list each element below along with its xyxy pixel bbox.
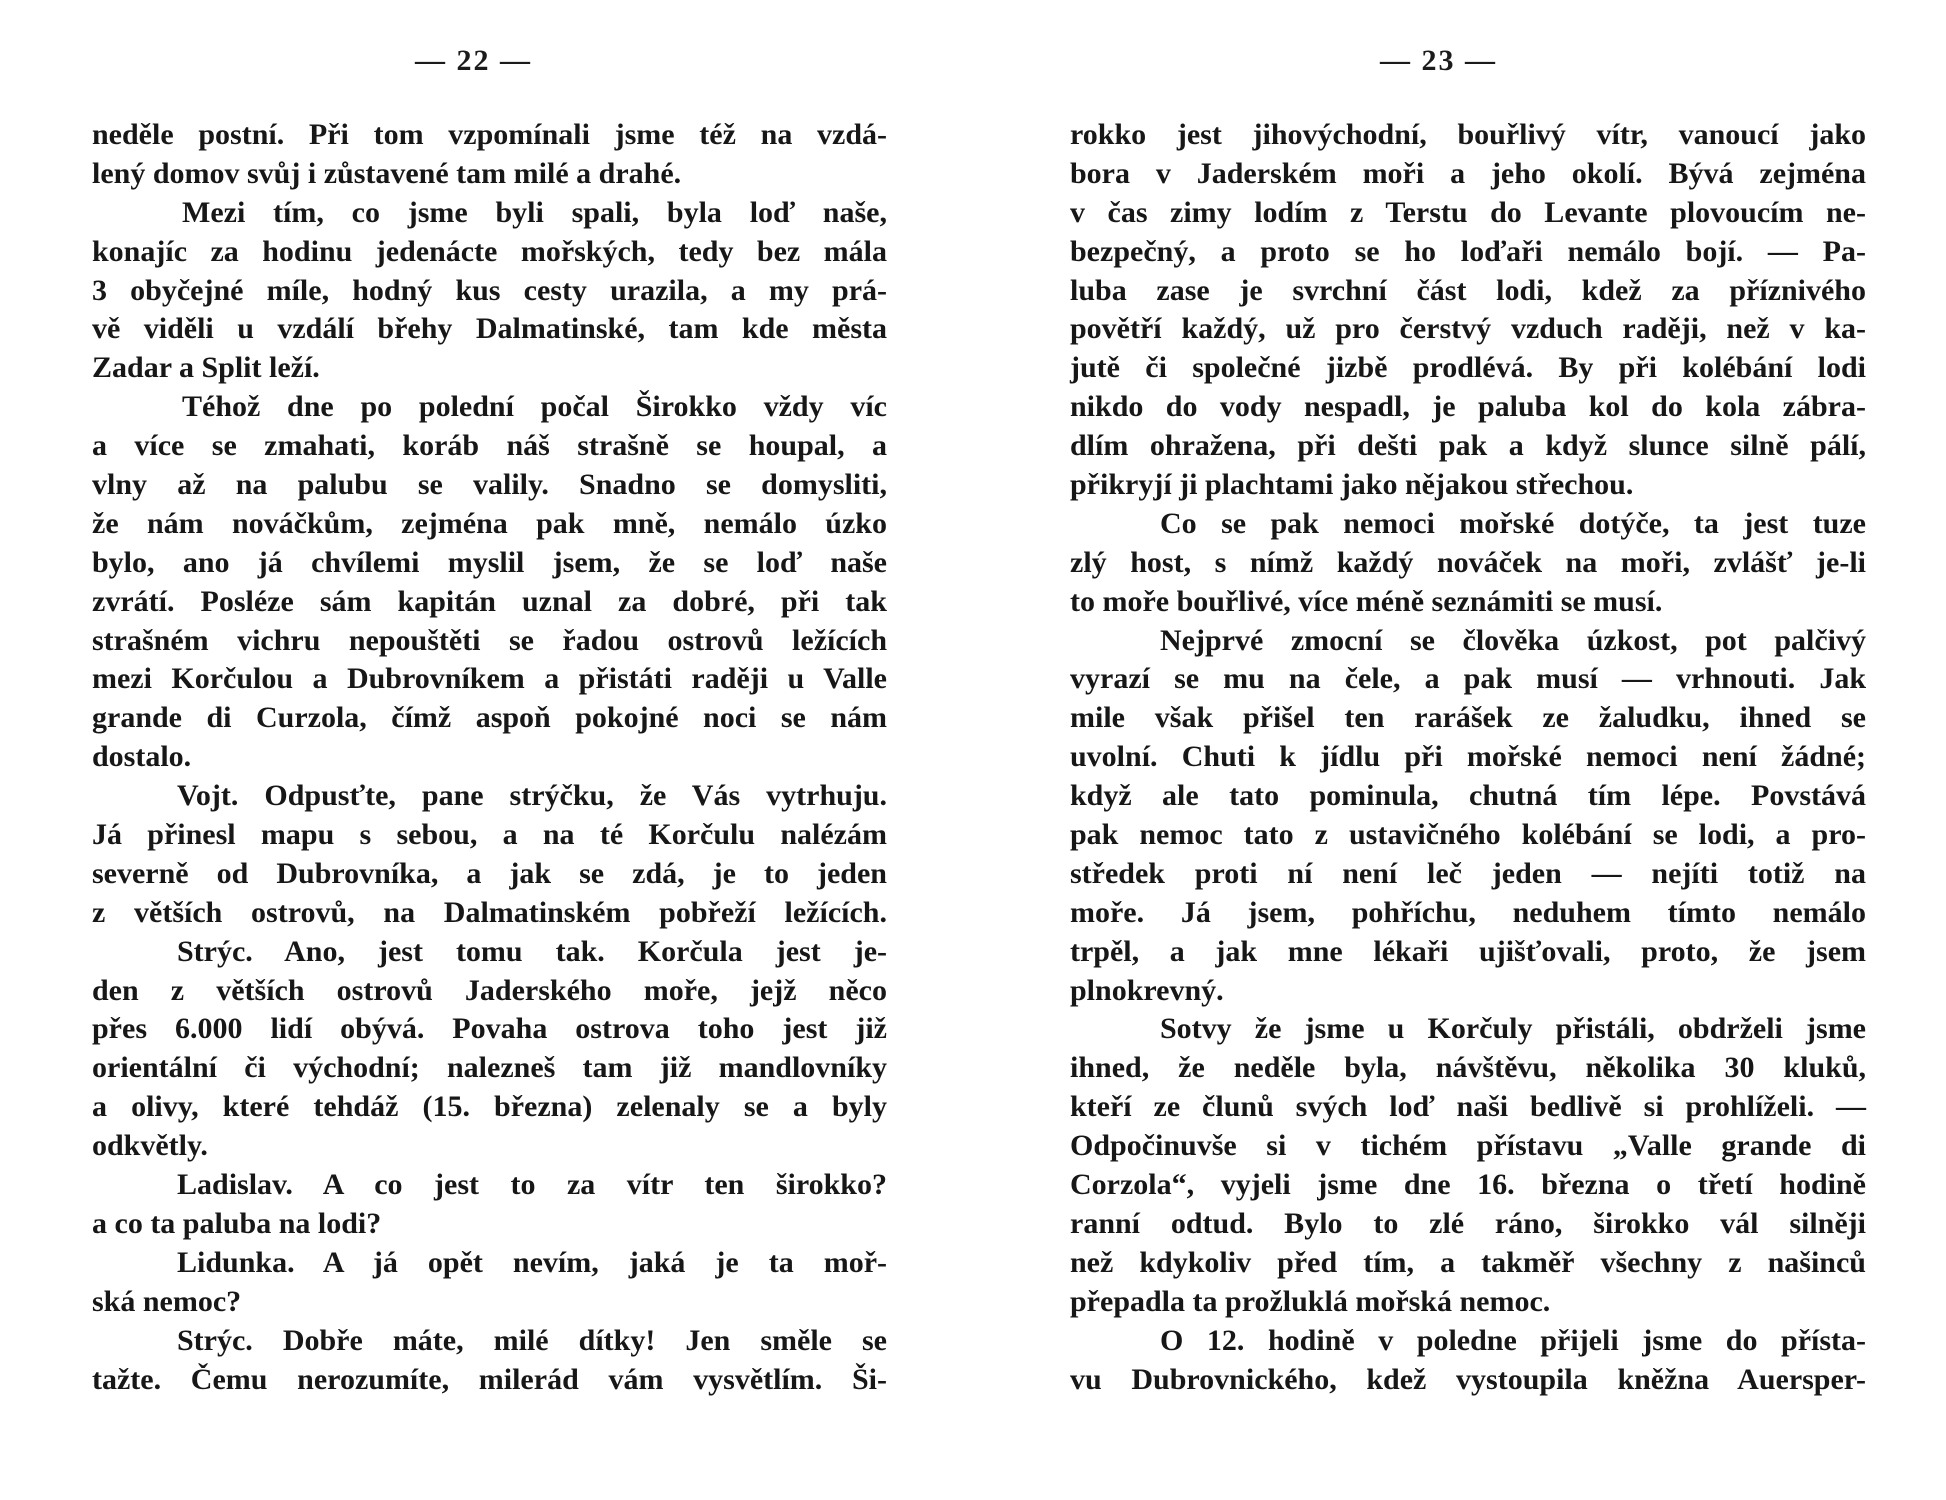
text-line: plnokrevný. bbox=[1070, 973, 1224, 1007]
text-line: Zadar a Split leží. bbox=[92, 351, 320, 385]
text-line: Sotvy že jsme u Korčuly přistáli, obdrželi jsme bbox=[1160, 1012, 1866, 1046]
text-line: 3 obyčejné míle, hodný kus cesty urazila, a my prá- bbox=[92, 273, 887, 307]
text-line: orientální či východní; nalezneš tam již mandlovníky bbox=[92, 1051, 887, 1085]
text-line: dlím ohražena, při dešti pak a když slunce silně pálí, bbox=[1070, 429, 1866, 463]
text-line: v čas zimy lodím z Terstu do Levante plovoucím ne- bbox=[1070, 195, 1866, 229]
text-line: severně od Dubrovníka, a jak se zdá, je to jeden bbox=[92, 856, 887, 890]
text-line: ranní odtud. Bylo to zlé ráno, širokko vál silněji bbox=[1070, 1206, 1866, 1240]
text-line: dostalo. bbox=[92, 740, 192, 774]
text-line: a co ta paluba na lodi? bbox=[92, 1206, 382, 1240]
text-line: Strýc. Ano, jest tomu tak. Korčula jest je- bbox=[177, 934, 887, 968]
text-line: lený domov svůj i zůstavené tam milé a drahé. bbox=[92, 156, 682, 190]
text-line: vyrazí se mu na čele, a pak musí — vrhnouti. Jak bbox=[1070, 662, 1866, 696]
text-line: přikryjí ji plachtami jako nějakou střechou. bbox=[1070, 468, 1634, 502]
text-line: trpěl, a jak mne lékaři ujišťovali, proto, že jsem bbox=[1070, 934, 1866, 968]
text-line: nikdo do vody nespadl, je paluba kol do kola zábra- bbox=[1070, 390, 1866, 424]
text-line: z větších ostrovů, na Dalmatinském pobřeží ležících. bbox=[92, 895, 887, 929]
text-line: luba zase je svrchní část lodi, kdež za příznivého bbox=[1070, 273, 1866, 307]
text-line: Nejprvé zmocní se člověka úzkost, pot palčivý bbox=[1160, 623, 1866, 657]
text-line: Co se pak nemoci mořské dotýče, ta jest tuze bbox=[1160, 506, 1866, 540]
text-line: Strýc. Dobře máte, milé dítky! Jen směle se bbox=[177, 1323, 887, 1357]
text-line: uvolní. Chuti k jídlu při mořské nemoci není žádné; bbox=[1070, 740, 1866, 774]
right-page-text bbox=[1070, 116, 1866, 1399]
text-line: bezpečný, a proto se ho loďaři nemálo bojí. — Pa- bbox=[1070, 234, 1866, 268]
text-line: zvrátí. Posléze sám kapitán uznal za dobré, při tak bbox=[92, 584, 887, 618]
text-line: konajíc za hodinu jedenácte mořských, tedy bez mála bbox=[92, 234, 887, 268]
left-page bbox=[0, 0, 960, 1500]
text-line: to moře bouřlivé, více méně seznámiti se musí. bbox=[1070, 584, 1663, 618]
text-line: ská nemoc? bbox=[92, 1284, 242, 1318]
text-line: ihned, že neděle byla, návštěvu, několika 30 kluků, bbox=[1070, 1051, 1866, 1085]
text-line: přes 6.000 lidí obývá. Povaha ostrova toho jest již bbox=[92, 1012, 887, 1046]
text-line: zlý host, s nímž každý nováček na moři, zvlášť je-li bbox=[1070, 545, 1866, 579]
text-line: když ale tato pominula, chutná tím lépe. Povstává bbox=[1070, 779, 1866, 813]
text-line: vu Dubrovnického, kdež vystoupila kněžna Auersper- bbox=[1070, 1362, 1866, 1396]
text-line: neděle postní. Při tom vzpomínali jsme též na vzdá- bbox=[92, 118, 887, 151]
text-line: tažte. Čemu nerozumíte, milerád vám vysvětlím. Ši- bbox=[92, 1362, 887, 1396]
text-line: bylo, ano já chvílemi myslil jsem, že se loď naše bbox=[92, 545, 887, 579]
text-line: O 12. hodině v poledne přijeli jsme do přísta- bbox=[1160, 1323, 1866, 1357]
text-line: středek proti ní není leč jeden — nejíti totiž na bbox=[1070, 856, 1866, 890]
text-line: jutě či společné jizbě prodlévá. By při kolébání lodi bbox=[1070, 351, 1866, 385]
text-line: Odpočinuvše si v tichém přístavu „Valle grande di bbox=[1070, 1129, 1866, 1163]
text-line: pak nemoc tato z ustavičného kolébání se lodi, a pro- bbox=[1070, 818, 1866, 852]
text-line: vlny až na palubu se valily. Snadno se domysliti, bbox=[92, 468, 887, 502]
text-line: vě viděli u vzdálí břehy Dalmatinské, tam kde města bbox=[92, 312, 887, 346]
page-number-right: — 23 — bbox=[1380, 44, 1497, 77]
text-line: povětří každý, už pro čerstvý vzduch raději, než v ka- bbox=[1070, 312, 1866, 346]
text-line: moře. Já jsem, pohříchu, neduhem tímto nemálo bbox=[1070, 895, 1866, 929]
text-line: Já přinesl mapu s sebou, a na té Korčulu nalézám bbox=[92, 818, 887, 852]
text-line: přepadla ta prožluklá mořská nemoc. bbox=[1070, 1284, 1551, 1318]
text-line: Vojt. Odpusťte, pane strýčku, že Vás vytrhuju. bbox=[177, 779, 887, 813]
text-line: bora v Jaderském moři a jeho okolí. Bývá zejména bbox=[1070, 156, 1866, 190]
text-line: mezi Korčulou a Dubrovníkem a přistáti raději u Valle bbox=[92, 662, 887, 696]
text-line: kteří ze člunů svých loď naši bedlivě si prohlíželi. — bbox=[1070, 1090, 1866, 1124]
text-line: mile však přišel ten rarášek ze žaludku, ihned se bbox=[1070, 701, 1866, 735]
text-line: Mezi tím, co jsme byli spali, byla loď naše, bbox=[182, 195, 887, 229]
right-page bbox=[980, 0, 1946, 1500]
text-line: než kdykoliv před tím, a takměř všechny z našinců bbox=[1070, 1245, 1866, 1279]
text-line: grande di Curzola, čímž aspoň pokojné noci se nám bbox=[92, 701, 887, 735]
text-line: a více se zmahati, koráb náš strašně se houpal, a bbox=[92, 429, 887, 463]
text-line: strašném vichru nepouštěti se řadou ostrovů ležících bbox=[92, 623, 887, 657]
text-line: Lidunka. A já opět nevím, jaká je ta moř- bbox=[177, 1245, 887, 1279]
page-number-left: — 22 — bbox=[415, 44, 532, 77]
text-line: rokko jest jihovýchodní, bouřlivý vítr, vanoucí jako bbox=[1070, 118, 1866, 151]
text-line: Corzola“, vyjeli jsme dne 16. března o třetí hodině bbox=[1070, 1168, 1866, 1202]
left-page-text bbox=[92, 116, 887, 1399]
text-line: a olivy, které tehdáž (15. března) zelenaly se a byly bbox=[92, 1090, 887, 1124]
text-line: že nám nováčkům, zejména pak mně, nemálo úzko bbox=[92, 506, 887, 540]
text-line: den z větších ostrovů Jaderského moře, jejž něco bbox=[92, 973, 887, 1007]
text-line: odkvětly. bbox=[92, 1129, 208, 1163]
text-line: Téhož dne po polední počal Širokko vždy víc bbox=[182, 390, 887, 424]
text-line: Ladislav. A co jest to za vítr ten širokko? bbox=[177, 1168, 887, 1202]
